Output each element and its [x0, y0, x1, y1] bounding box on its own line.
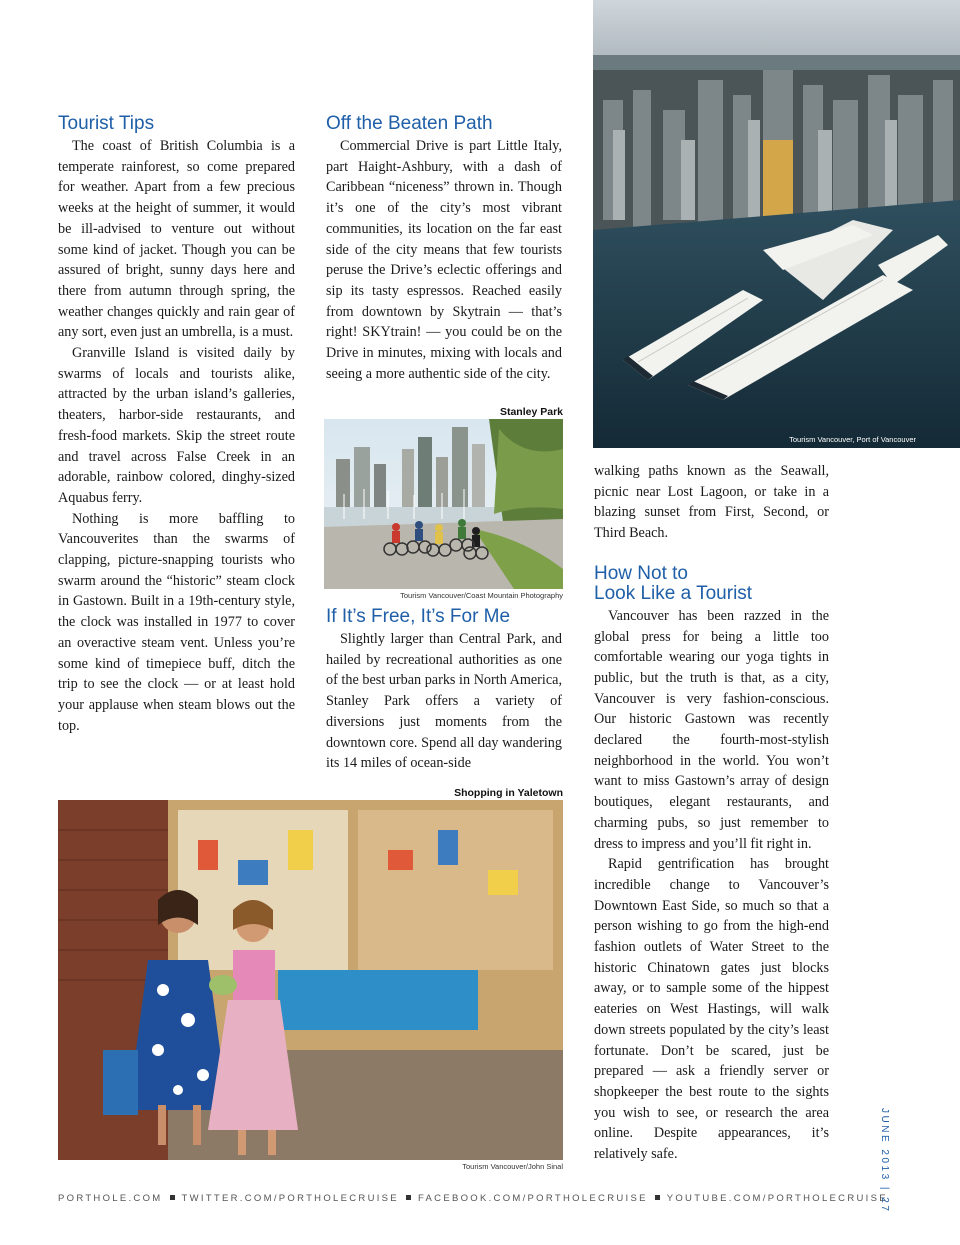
column-tourist-tips	[58, 114, 295, 736]
paragraph: Vancouver has been razzed in the global press for being a little too comfortable wearing our yoga tights in public, but the truth is that, as a city, Vancouver is very fashion-conscious. Our historic Gastown was recently declared the fourth-most-stylish neighborhood in the world. You won’t want to miss Gastown’s array of design boutiques, elegant restaurants, and charming pubs, so just remember to dress to impress and you’ll fit right in.	[594, 607, 829, 852]
yaletown-photo-block	[58, 787, 563, 1171]
separator-square	[170, 1195, 175, 1200]
stanley-park-photo	[324, 419, 563, 589]
footer-link-facebook[interactable]: FACEBOOK.COM/PORTHOLECRUISE	[417, 1193, 648, 1204]
yaletown-photo	[58, 800, 563, 1160]
paragraph: Commercial Drive is part Little Italy, part Haight-Ashbury, with a dash of Caribbean “niceness” thrown in. Though it’s one of the city’s most vibrant communities, its location on the far east side of the city means that few tourists peruse the Drive’s eclectic offerings and sip its tasty espressos. Reached easily from downtown by Skytrain — that’s right! SKYtrain! — you could be on the Drive in minutes, mixing with locals and seeing a more authentic side of the city.	[326, 138, 562, 382]
paragraph: Rapid gentrification has brought incredible change to Vancouver’s Downtown East Side, so much so that a person wishing to go from the high-end fashion outlets of Water Street to the historic Chinatown gates just blocks away, or to sample some of the hippest eateries on West Hastings, will walk down streets populated by the city’s least fortunate. Don’t be scared, just be prepared — ask a friendly server or shopkeeper the best route to the sights you wish to see, or research the area online. Despite appearances, it’s relatively safe.	[594, 856, 829, 1163]
paragraph: Nothing is more baffling to Vancouverites than the swarms of clapping, picture-snapping tourists who swarm around the “historic” steam clock in Gastown. Built in a 19th-century style, the clock was installed in 1977 to cover an overactive steam vent. Unless you’re some kind of timepiece buff, ditch the trip to see the clock — or at least hold your applause when steam blows out the top.	[58, 510, 295, 734]
cruise-ships-image	[593, 0, 960, 448]
heading-if-its-free: If It’s Free, It’s For Me	[326, 606, 511, 627]
photo-credit-stanley-park: Tourism Vancouver/Coast Mountain Photography	[400, 591, 563, 600]
paragraph: The coast of British Columbia is a temperate rainforest, so come prepared for weather. Apart from a few precious weeks at the height of summer, it would be ill-advised to venture out without some kind of jacket. Though you can be assured of bright, sunny days here and there from autumn through spring, the weather changes quickly and rain gear of any sort, even just an umbrella, is a must.	[58, 138, 295, 341]
photo-credit-yaletown: Tourism Vancouver/John Sinal	[462, 1162, 563, 1171]
separator-square	[655, 1195, 660, 1200]
paragraph: Granville Island is visited daily by swarms of locals and tourists alike, attracted by the urban island’s galleries, theaters, harbor-side restaurants, and fresh-food markets. Skip the street route and travel across False Creek in an adorable, rainbow colored, dinghy-sized Aquabus ferry.	[58, 345, 295, 506]
photo-credit-port-of-vancouver: Tourism Vancouver, Port of Vancouver	[789, 435, 916, 444]
footer-link-twitter[interactable]: TWITTER.COM/PORTHOLECRUISE	[181, 1193, 399, 1204]
footer-link-youtube[interactable]: YOUTUBE.COM/PORTHOLECRUISE	[666, 1193, 888, 1204]
stanley-park-image	[324, 419, 563, 589]
photo-title-yaletown: Shopping in Yaletown	[454, 787, 563, 799]
footer-links	[58, 1193, 888, 1204]
yaletown-image	[58, 800, 563, 1160]
photo-title-stanley-park: Stanley Park	[499, 406, 563, 418]
heading-tourist-tips: Tourist Tips	[58, 113, 155, 134]
paragraph-continued: walking paths known as the Seawall, picnic near Lost Lagoon, or take in a blazing sunset from First, Second, or Third Beach.	[594, 463, 829, 542]
column-if-its-free	[326, 607, 562, 774]
footer-link-porthole[interactable]: PORTHOLE.COM	[58, 1193, 163, 1204]
page-folio: JUNE 2013 | 27	[879, 1108, 890, 1214]
heading-how-not-to	[594, 564, 829, 604]
heading-line-2: Look Like a Tourist	[594, 582, 753, 604]
paragraph: Slightly larger than Central Park, and hailed by recreational authorities as one of the best urban parks in North America, Stanley Park offers a variety of diversions just moments from the downtown core. Spend all day wandering its 14 miles of ocean-side	[326, 631, 562, 772]
heading-off-the-beaten-path: Off the Beaten Path	[326, 113, 493, 134]
separator-square	[406, 1195, 411, 1200]
cruise-ships-photo	[593, 0, 960, 448]
heading-line-1: How Not to	[594, 562, 688, 584]
stanley-park-photo-block	[324, 406, 563, 600]
column-off-the-beaten-path	[326, 114, 562, 384]
column-how-not-to-look-like-a-tourist	[594, 461, 829, 1165]
